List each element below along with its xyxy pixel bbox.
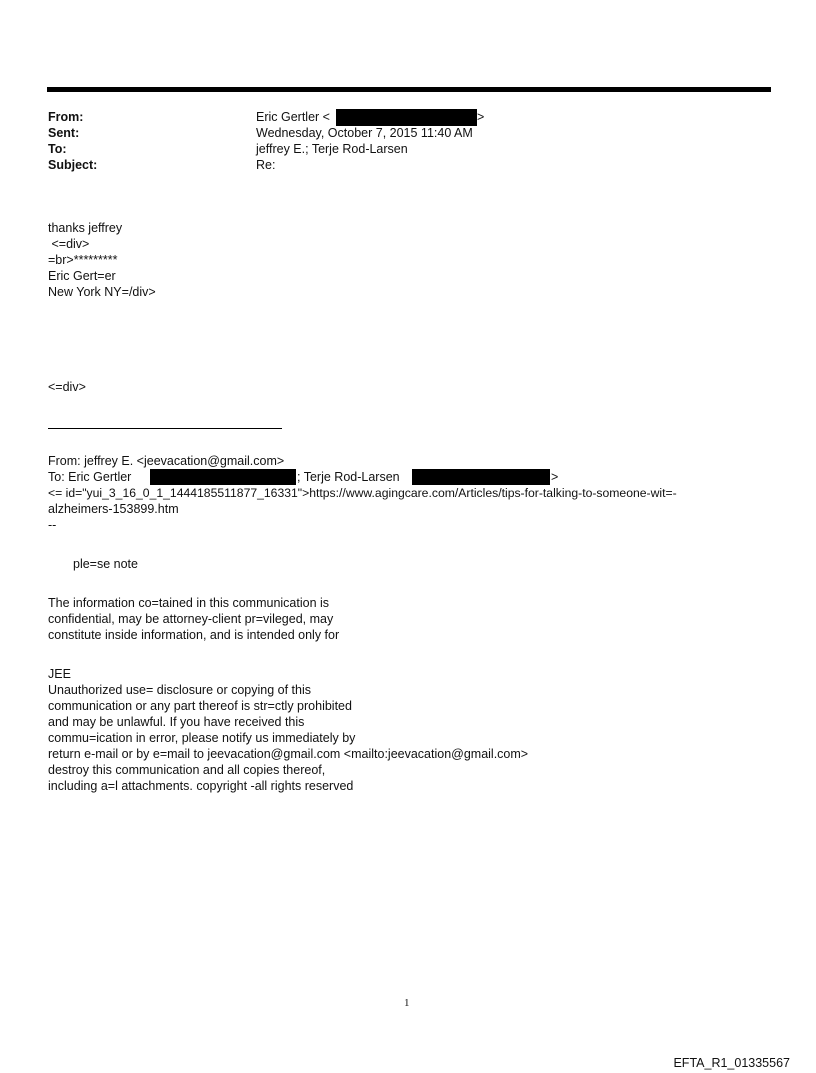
document-id: EFTA_R1_01335567 bbox=[673, 1056, 790, 1070]
disclaimer-line: return e-mail or by e=mail to jeevacation@gmail.com <mailto:jeevacation@gmail.com> bbox=[48, 747, 529, 761]
div-line: <=div> bbox=[48, 380, 86, 394]
separator-line bbox=[48, 428, 282, 429]
subject-label: Subject: bbox=[48, 158, 98, 172]
sent-label: Sent: bbox=[48, 126, 80, 140]
to-value: jeffrey E.; Terje Rod-Larsen bbox=[256, 142, 408, 156]
reply-line: New York NY=/div> bbox=[48, 285, 156, 299]
reply-line: Eric Gert=er bbox=[48, 269, 116, 283]
header-rule bbox=[47, 87, 771, 92]
disclaimer-line: communication or any part thereof is str=ctly prohibited bbox=[48, 699, 352, 713]
quoted-from: From: jeffrey E. <jeevacation@gmail.com> bbox=[48, 454, 285, 468]
link-line: <= id="yui_3_16_0_1_1444185511877_16331">https://www.agingcare.com/Articles/tips-for-talking-to-someone-wit=- bbox=[48, 486, 677, 500]
jee-line: JEE bbox=[48, 667, 71, 681]
reply-line: =br>********* bbox=[48, 253, 118, 267]
info-line: constitute inside information, and is intended only for bbox=[48, 628, 340, 642]
quoted-to-close: > bbox=[551, 470, 559, 484]
subject-value: Re: bbox=[256, 158, 276, 172]
quoted-to-a: To: Eric Gertler bbox=[48, 470, 132, 484]
disclaimer-line: and may be unlawful. If you have received this bbox=[48, 715, 305, 729]
reply-line: <=div> bbox=[48, 237, 90, 251]
info-line: confidential, may be attorney-client pr=vileged, may bbox=[48, 612, 334, 626]
disclaimer-line: including a=l attachments. copyright -all rights reserved bbox=[48, 779, 354, 793]
note-line: ple=se note bbox=[73, 557, 138, 571]
redaction bbox=[336, 109, 477, 126]
redaction bbox=[150, 469, 296, 485]
disclaimer-line: Unauthorized use= disclosure or copying of this bbox=[48, 683, 311, 697]
from-value: Eric Gertler < bbox=[256, 110, 330, 124]
sent-value: Wednesday, October 7, 2015 11:40 AM bbox=[256, 126, 473, 140]
info-line: The information co=tained in this communication is bbox=[48, 596, 330, 610]
from-label: From: bbox=[48, 110, 84, 124]
dashes: -- bbox=[48, 518, 57, 532]
quoted-to-b: ; Terje Rod-Larsen bbox=[297, 470, 400, 484]
from-close: > bbox=[477, 110, 485, 124]
to-label: To: bbox=[48, 142, 67, 156]
reply-line: thanks jeffrey bbox=[48, 221, 123, 235]
disclaimer-line: destroy this communication and all copies thereof, bbox=[48, 763, 326, 777]
link-line: alzheimers-153899.htm bbox=[48, 502, 179, 516]
page-number: 1 bbox=[404, 997, 410, 1009]
disclaimer-line: commu=ication in error, please notify us immediately by bbox=[48, 731, 356, 745]
redaction bbox=[412, 469, 550, 485]
